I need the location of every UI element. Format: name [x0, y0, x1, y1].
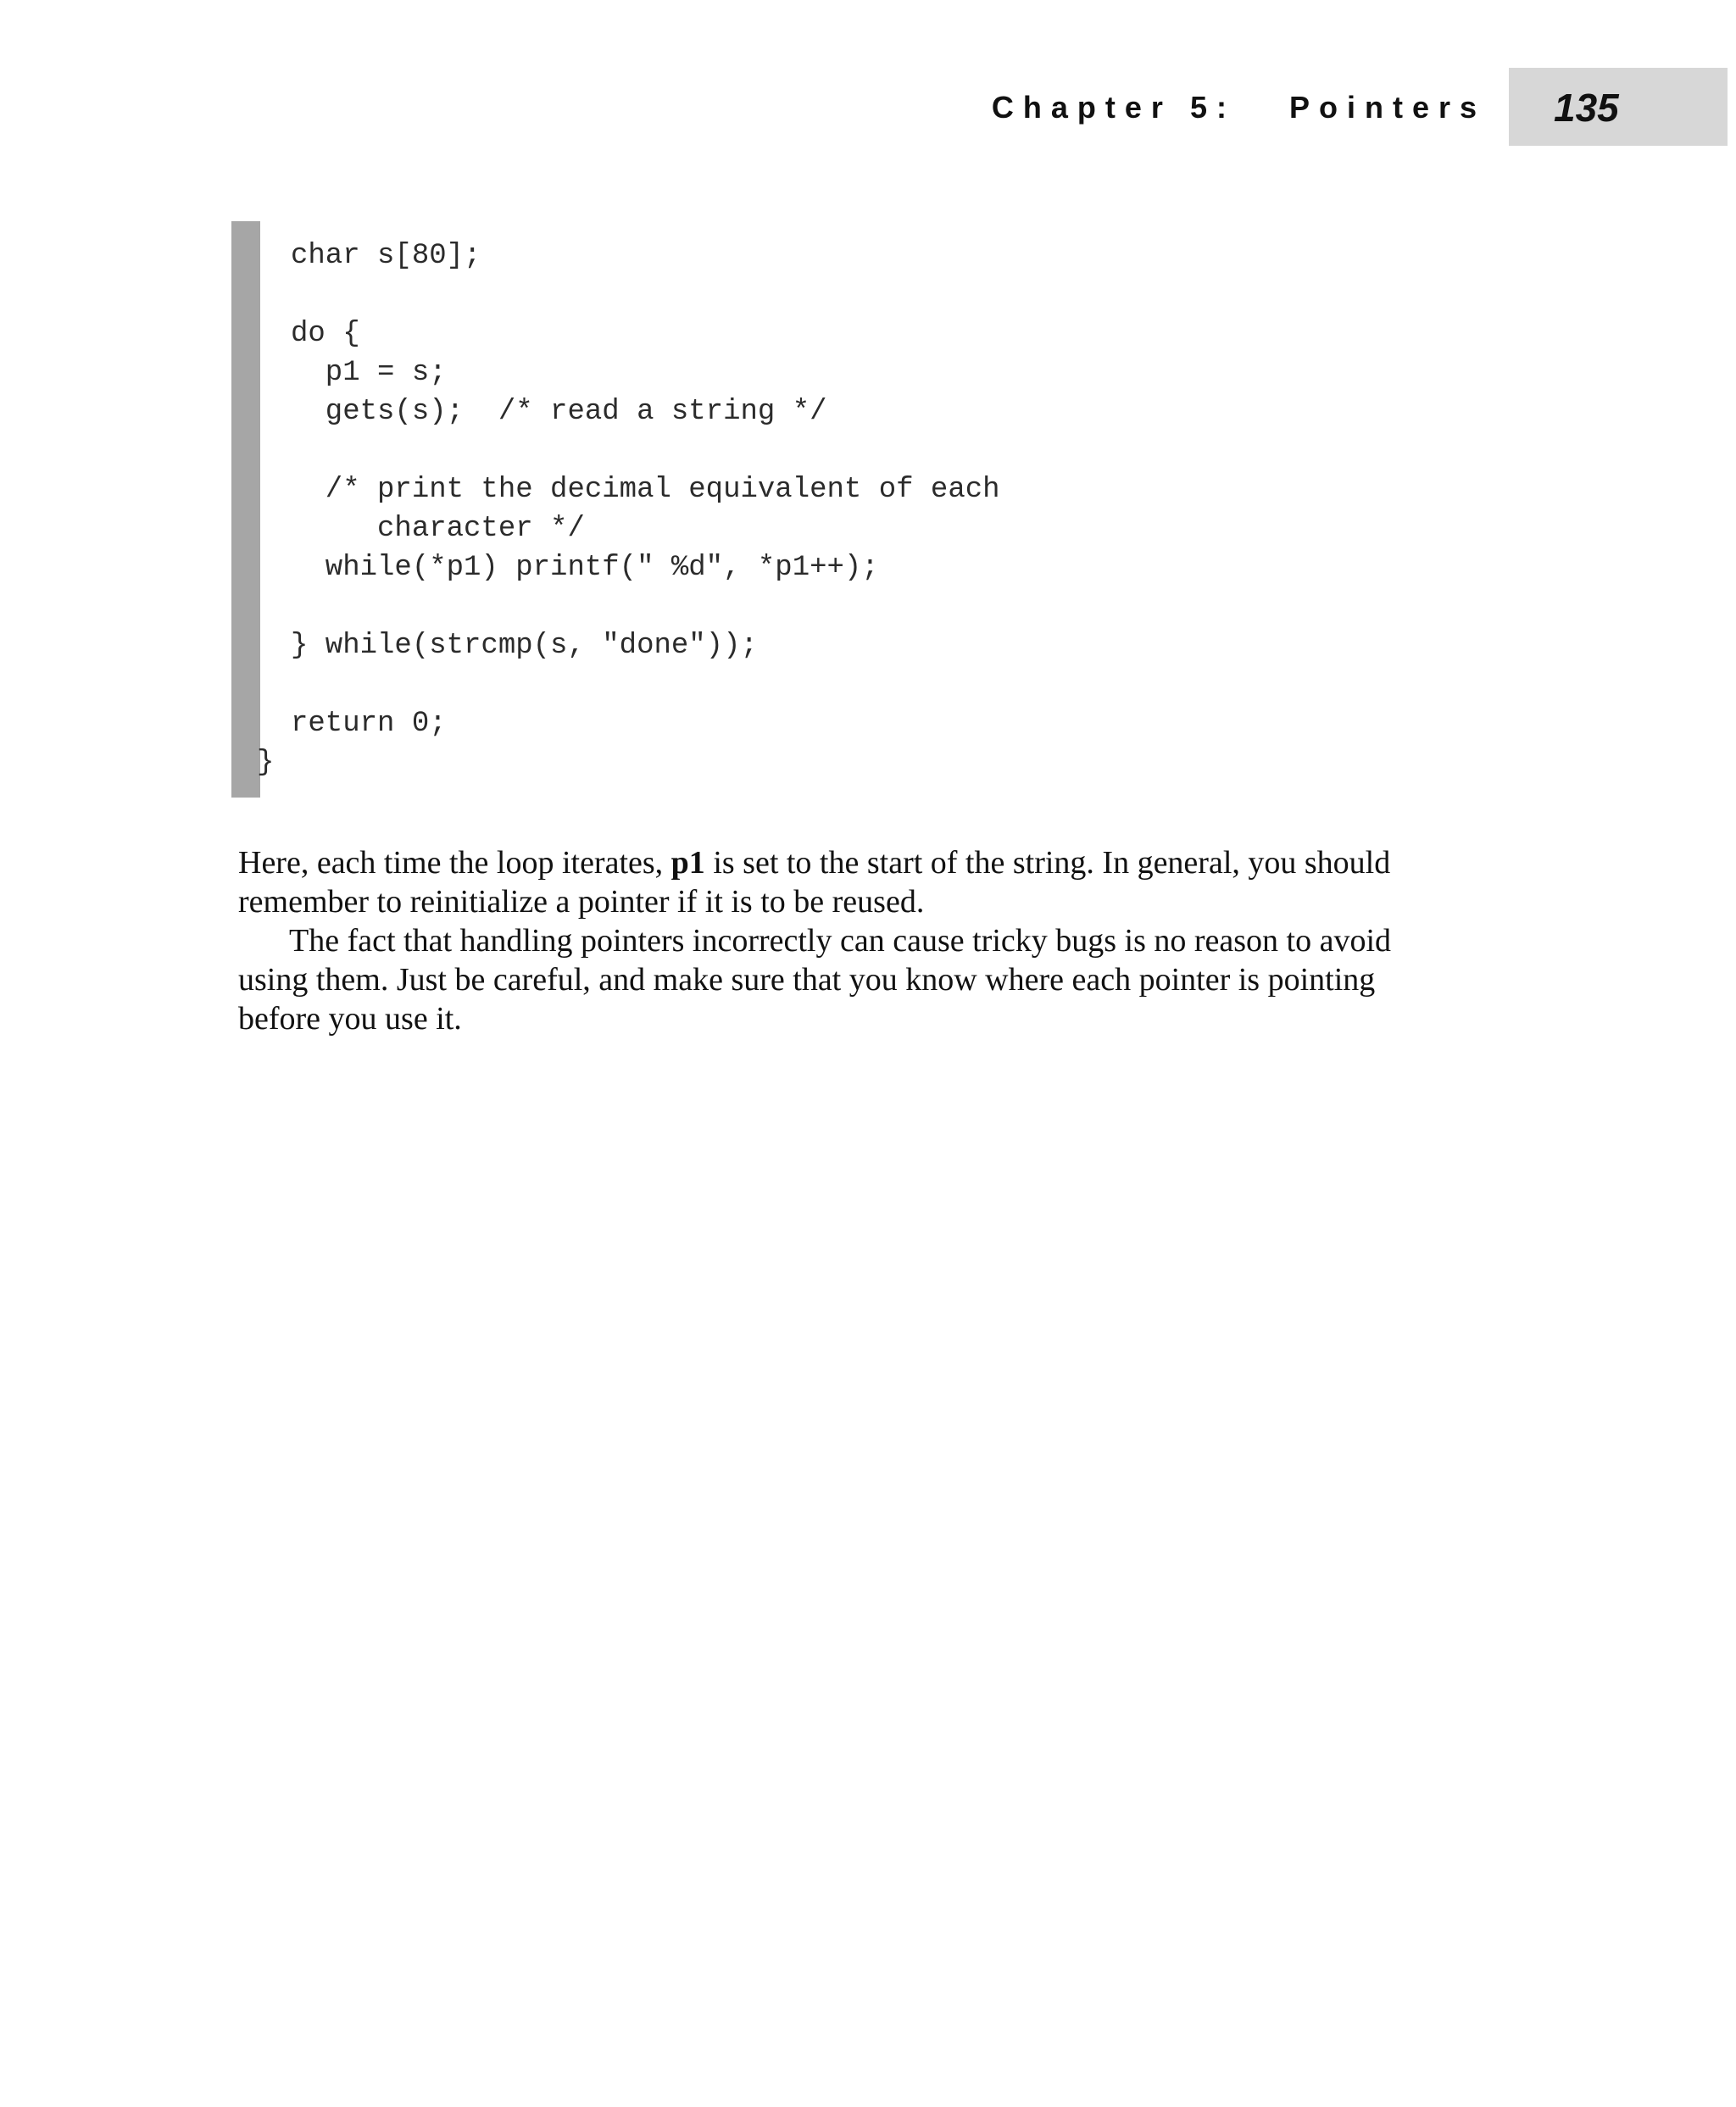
code-line: do {	[291, 318, 360, 350]
code-line: char s[80];	[291, 240, 481, 272]
code-line	[291, 665, 1000, 704]
code-margin-bar	[231, 221, 260, 798]
code-line: return 0;	[291, 708, 447, 740]
paragraph-1-end: is set to the start of the string. In general, you should remember to reinitialize a pointer if it is to be reused.	[238, 845, 1391, 920]
paragraph-1	[238, 843, 1459, 921]
code-listing	[231, 221, 1418, 798]
code-line: character */	[291, 513, 585, 545]
inline-code-p1: p1	[670, 845, 705, 881]
paragraph-1-start: Here, each time the loop iterates,	[238, 845, 671, 881]
code-line: p1 = s;	[291, 357, 447, 389]
code-line: }	[257, 747, 275, 779]
page-number-box	[1509, 68, 1728, 146]
code-line	[291, 431, 1000, 470]
code-line	[291, 275, 1000, 314]
paragraph-2: The fact that handling pointers incorrectly can cause tricky bugs is no reason to avoid using them. Just be careful, and make sure that you know where each pointer is pointing before you use it.	[238, 923, 1392, 1037]
code-line: while(*p1) printf(" %d", *p1++);	[291, 552, 879, 584]
page-number: 135	[1554, 86, 1619, 130]
code-line: /* print the decimal equivalent of each	[291, 474, 1000, 506]
chapter-title: Chapter 5: Pointers	[991, 90, 1486, 125]
body-text	[238, 843, 1459, 1038]
code-line: gets(s); /* read a string */	[291, 396, 827, 428]
running-header	[0, 68, 1736, 146]
code-line	[291, 587, 1000, 626]
code-line: } while(strcmp(s, "done"));	[291, 630, 758, 662]
code-lines	[257, 236, 1000, 782]
